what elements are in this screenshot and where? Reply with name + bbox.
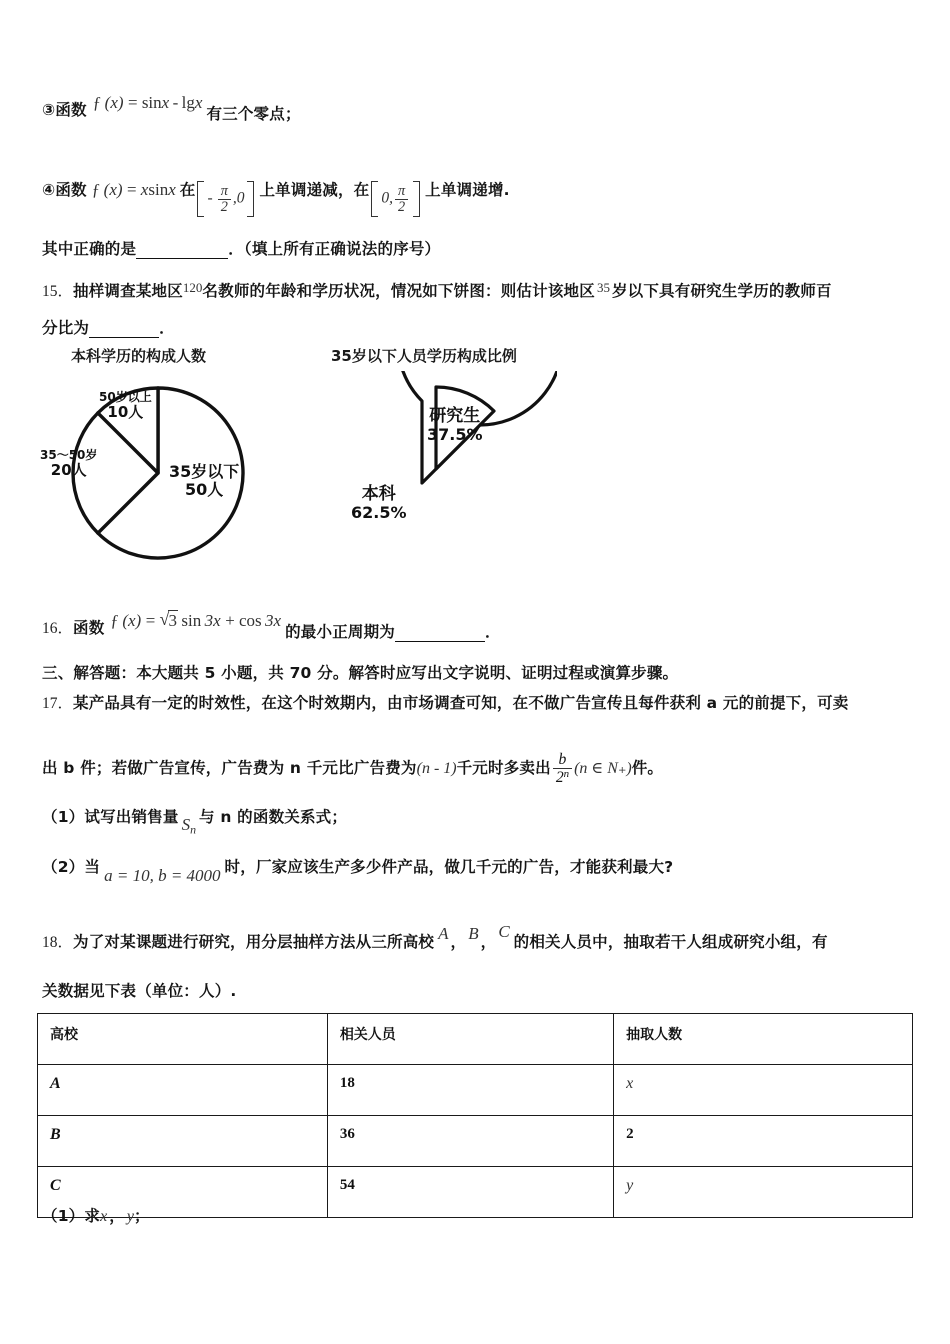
q18-var-C: C (498, 922, 510, 941)
pie-2-label-bachelor (351, 485, 407, 523)
statement-4-mid2: 上单调递减，在 (259, 181, 370, 199)
statement-3-label: 函数 (55, 101, 87, 119)
statement-3-marker: ③ (42, 101, 56, 119)
q15-text-c: 岁以下具有研究生学历的教师百 (611, 282, 832, 300)
pie-2-label-bachelor-name: 本科 (361, 484, 396, 504)
q18-sub1-var-y: y (126, 1208, 135, 1225)
fill-prompt-lead: 其中正确的是 (42, 240, 137, 258)
pie-1-label-35-to-50-name: 35～50岁 (40, 448, 98, 462)
question-16-number: 16． (42, 620, 74, 637)
q17-given-values: a = 10, b = 4000 (104, 866, 221, 885)
statement-4-mid1: 在 (179, 181, 196, 199)
table-cell-related-b: 36 (327, 1116, 613, 1167)
q16-end: ． (485, 623, 501, 641)
question-18-sub-1 (42, 1208, 150, 1226)
table-cell-school-a: A (38, 1065, 328, 1116)
pie-chart-2-title: 35岁以下人员学历构成比例 (331, 347, 517, 365)
interval-zero-to-half-pi: 0, $\frac{\pi}{2}$ (371, 181, 420, 217)
q17-line2-c: 千元时多卖出 (456, 759, 551, 778)
pie-1-label-over-50-name: 50岁以上 (99, 390, 152, 404)
q17-sub2-a: （2）当 (42, 858, 101, 876)
table-row (38, 1167, 913, 1218)
q17-frac-numerator: b (558, 751, 567, 768)
q17-line2-e: 件。 (631, 759, 664, 778)
q17-sub2-b: 时，厂家应该生产多少件产品，做几千元的广告，才能获利最大? (224, 858, 674, 876)
q18-line2: 关数据见下表（单位：人）. (42, 982, 237, 1000)
statement-3-formula: ƒ (x) = sinx - lgx (92, 93, 203, 112)
table-row (38, 1116, 913, 1167)
question-18-number: 18． (42, 934, 74, 951)
q15-value-120: 120 (182, 280, 203, 295)
pie-2-label-graduate-name: 研究生 (429, 406, 481, 426)
pie-1-label-35-to-50 (40, 449, 97, 479)
q18-line1-a: 为了对某课题进行研究，用分层抽样方法从三所高校 (73, 933, 435, 951)
question-18-line-1 (42, 922, 828, 952)
question-18-line-2 (42, 983, 237, 1001)
table-cell-school-c: C (38, 1167, 328, 1218)
statement-4-formula: ƒ (x) = xsinx (91, 180, 176, 199)
fill-in-prompt (42, 241, 440, 259)
pie-1-label-35-to-50-value: 20人 (50, 461, 87, 480)
q18-sep-2: ， (480, 933, 497, 951)
answer-blank[interactable] (136, 243, 228, 259)
q17-frac-exponent: n (563, 767, 570, 780)
pie-1-label-over-50-value: 10人 (107, 403, 144, 422)
q15-text-b: 名教师的年龄和学历状况，情况如下饼图：则估计该地区 (202, 282, 595, 300)
statement-4-label: 函数 (55, 181, 87, 199)
q17-n-minus-1: (n - 1) (416, 760, 457, 778)
pie-2-label-graduate-value: 37.5% (427, 425, 483, 445)
statement-4-tail: 上单调递增. (425, 181, 510, 199)
table-header-row (38, 1014, 913, 1065)
question-17-sub-2 (42, 857, 674, 885)
statement-4 (42, 180, 510, 217)
q17-frac-denominator: 2 (555, 768, 564, 786)
q18-var-A: A (438, 924, 449, 943)
table-cell-sampled-b: 2 (614, 1116, 913, 1167)
q18-line1-b: 的相关人员中，抽取若干人组成研究小组，有 (513, 933, 828, 951)
question-17-number: 17． (42, 695, 74, 712)
question-17-line-1 (42, 695, 848, 713)
pie-chart-figure-group (40, 345, 625, 590)
fill-prompt-tail: ．（填上所有正确说法的序号） (228, 240, 441, 258)
question-16 (42, 611, 501, 641)
pie-2-label-bachelor-value: 62.5% (351, 503, 407, 523)
section-3-text: 三、解答题：本大题共 5 小题，共 70 分。解答时应写出文字说明、证明过程或演算步骤。 (42, 664, 679, 682)
table-cell-sampled-a: x (614, 1065, 913, 1116)
question-15-line-1 (42, 280, 832, 301)
pie-chart-1-title: 本科学历的构成人数 (71, 347, 207, 365)
q15-text-d: 分比为 (42, 319, 90, 337)
q15-value-35: 35 (596, 280, 610, 295)
q18-sub1-b: ； (134, 1207, 150, 1225)
q17-line1: 某产品具有一定的时效性，在这个时效期内，由市场调查可知，在不做广告宣传且每件获利 a 元的前提下，可卖 (73, 694, 849, 712)
section-3-heading (42, 665, 678, 683)
q17-sub1-a: （1）试写出销售量 (42, 808, 179, 826)
q17-variable-Sn: $S_n$ (181, 815, 197, 837)
q18-sub1-a: （1）求 (42, 1207, 101, 1225)
q17-line2-a: 出 b 件；若做广告宣传，广告费为 n 千元比广告费为 (42, 759, 417, 778)
q18-sep-1: ， (450, 933, 467, 951)
q17-n-in-N-plus: (n ∈ N₊) (574, 760, 632, 778)
q18-sub1-var-x: x (100, 1208, 108, 1225)
q17-fraction-b-over-2n (553, 752, 572, 786)
pie-2-label-graduate (427, 407, 483, 445)
q16-label: 函数 (73, 619, 105, 637)
q16-tail: 的最小正周期为 (285, 623, 396, 641)
table-row (38, 1065, 913, 1116)
table-header-sampled: 抽取人数 (614, 1014, 913, 1065)
table-header-related: 相关人员 (327, 1014, 613, 1065)
pie-1-label-under-35-name: 35岁以下 (169, 462, 240, 481)
q18-var-B: B (468, 924, 479, 943)
pie-1-label-over-50 (99, 391, 152, 421)
q15-text-e: ． (159, 319, 175, 337)
q17-sub1-b: 与 n 的函数关系式； (199, 808, 348, 826)
question-15-line-2 (42, 320, 175, 338)
statement-4-marker: ④ (42, 181, 56, 199)
pie-chart-education-ratio (317, 371, 557, 581)
table-cell-related-a: 18 (327, 1065, 613, 1116)
pie-1-label-under-35 (169, 463, 239, 499)
question-15-number: 15． (42, 283, 74, 300)
table-cell-related-c: 54 (327, 1167, 613, 1218)
table-header-school: 高校 (38, 1014, 328, 1065)
q15-text-a: 抽样调查某地区 (73, 282, 183, 300)
q15-answer-blank[interactable] (89, 322, 159, 338)
question-17-line-2 (42, 752, 663, 786)
statement-3 (42, 93, 301, 123)
pie-1-label-under-35-value: 50人 (185, 479, 224, 499)
statement-3-tail: 有三个零点； (206, 105, 301, 123)
table-cell-school-b: B (38, 1116, 328, 1167)
q16-answer-blank[interactable] (395, 626, 485, 642)
sampling-data-table (37, 1013, 913, 1218)
q18-sub1-sep: ， (109, 1207, 125, 1225)
question-17-sub-1 (42, 807, 348, 837)
q16-formula: ƒ (x) = √ 3 sin 3x + cos 3x (104, 611, 281, 630)
table-cell-sampled-c: y (614, 1167, 913, 1218)
interval-neg-half-pi-to-zero: - $\frac{\pi}{2}$ ,0 (197, 181, 254, 217)
